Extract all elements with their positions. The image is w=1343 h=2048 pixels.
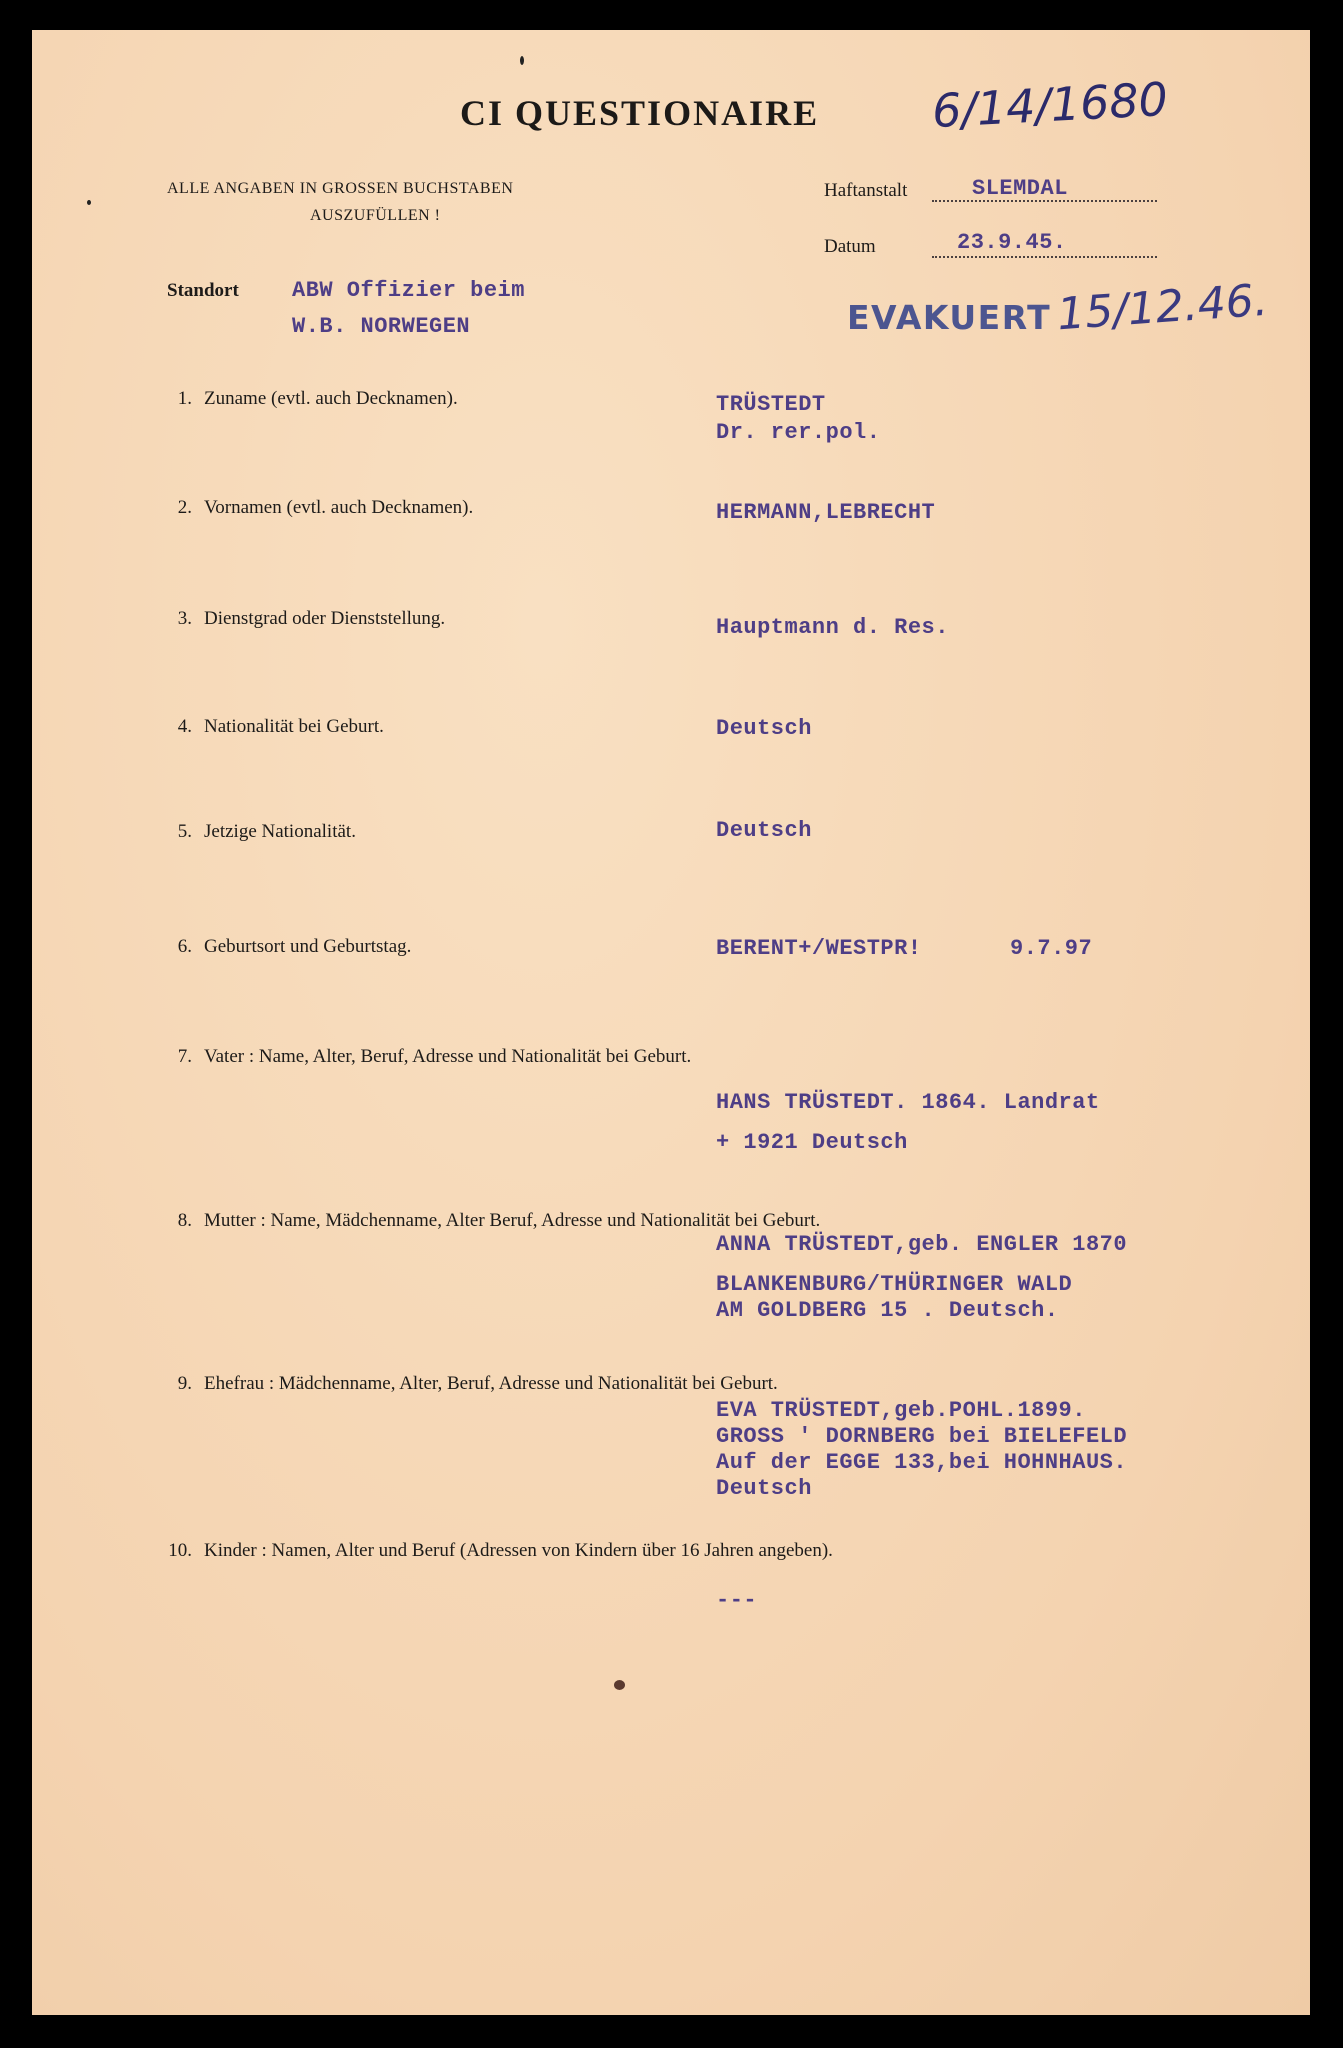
datum-label: Datum [824, 236, 876, 257]
item-7-label: 7. Vater : Name, Alter, Beruf, Adresse und Nationalität bei Geburt. [177, 1046, 692, 1067]
item-8-value-2: BLANKENBURG/THÜRINGER WALD [716, 1272, 1073, 1297]
item-7-value-1: HANS TRÜSTEDT. 1864. Landrat [716, 1090, 1100, 1115]
item-3-value: Hauptmann d. Res. [716, 615, 949, 640]
item-9-value-3: Auf der EGGE 133,bei HOHNHAUS. [716, 1450, 1128, 1475]
item-9-value-4: Deutsch [716, 1476, 812, 1501]
ink-spot [520, 56, 524, 65]
item-6-place: BERENT+/WESTPR! [716, 936, 922, 961]
item-4-value: Deutsch [716, 716, 812, 741]
standort-line-2: W.B. NORWEGEN [292, 314, 471, 339]
stamp-date: 15/12.46. [1055, 274, 1270, 341]
item-10-value: --- [716, 1588, 758, 1613]
item-5-label: 5. Jetzige Nationalität. [177, 821, 356, 842]
page-title: CI QUESTIONAIRE [460, 93, 820, 133]
item-9-value-2: GROSS ' DORNBERG bei BIELEFELD [716, 1424, 1128, 1449]
item-10-label: 10. Kinder : Namen, Alter und Beruf (Adressen von Kindern über 16 Jahren angeben). [168, 1540, 833, 1561]
item-8-value-1: ANNA TRÜSTEDT,geb. ENGLER 1870 [716, 1232, 1128, 1257]
haftanstalt-value: SLEMDAL [972, 176, 1068, 201]
evakuert-stamp: EVAKUERT [847, 298, 1052, 337]
haftanstalt-label: Haftanstalt [824, 180, 908, 201]
item-3-label: 3. Dienstgrad oder Dienststellung. [177, 608, 446, 629]
item-9-label: 9. Ehefrau : Mädchenname, Alter, Beruf, Adresse und Nationalität bei Geburt. [177, 1373, 778, 1394]
datum-line [932, 256, 1157, 258]
item-1-label: 1. Zuname (evtl. auch Decknamen). [177, 388, 458, 409]
item-1-value-1: TRÜSTEDT [716, 392, 826, 417]
ink-spot [614, 1680, 625, 1690]
datum-value: 23.9.45. [957, 230, 1067, 255]
item-9-value-1: EVA TRÜSTEDT,geb.POHL.1899. [716, 1398, 1086, 1423]
item-6-date: 9.7.97 [1010, 936, 1093, 961]
file-number: 6/14/1680 [930, 71, 1170, 139]
item-8-label: 8. Mutter : Name, Mädchenname, Alter Beruf, Adresse und Nationalität bei Geburt. [177, 1210, 821, 1231]
standort-line-1: ABW Offizier beim [292, 278, 525, 303]
item-5-value: Deutsch [716, 818, 812, 843]
standort-label: Standort [167, 280, 239, 301]
item-1-value-2: Dr. rer.pol. [716, 420, 881, 445]
haftanstalt-line [932, 200, 1157, 202]
instruction-line-1: ALLE ANGABEN IN GROSSEN BUCHSTABEN [167, 180, 514, 197]
item-7-value-2: + 1921 Deutsch [716, 1130, 908, 1155]
item-6-label: 6. Geburtsort und Geburtstag. [177, 936, 412, 957]
item-8-value-3: AM GOLDBERG 15 . Deutsch. [716, 1298, 1059, 1323]
item-2-label: 2. Vornamen (evtl. auch Decknamen). [177, 497, 474, 518]
questionnaire-page [32, 30, 1310, 2015]
item-4-label: 4. Nationalität bei Geburt. [177, 716, 384, 737]
item-2-value: HERMANN,LEBRECHT [716, 500, 936, 525]
instruction-line-2: AUSZUFÜLLEN ! [310, 207, 441, 224]
ink-spot [87, 200, 91, 205]
